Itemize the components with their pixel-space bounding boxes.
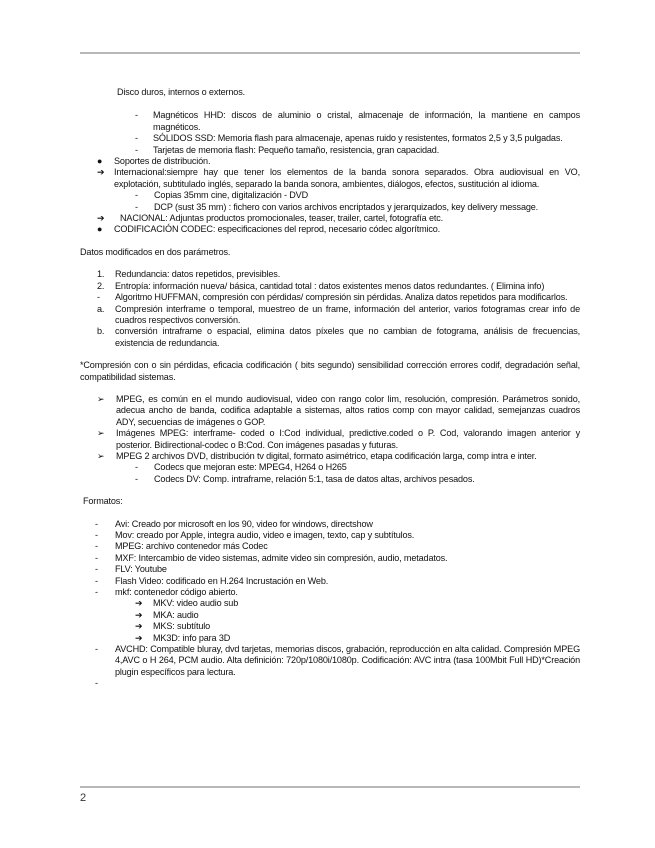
arrowhead-icon: ➢ bbox=[97, 393, 105, 404]
dash-marker: - bbox=[135, 133, 138, 144]
list-item bbox=[80, 462, 580, 473]
list-item-text: MKV: video audio sub bbox=[153, 598, 239, 609]
list-item-text: MPEG 2 archivos DVD, distribución tv digital, formato asimétrico, etapa codificación larga, comp intra e inter. bbox=[116, 450, 537, 461]
list-item-text: MK3D: info para 3D bbox=[153, 632, 231, 643]
list-item bbox=[80, 576, 580, 587]
list-item bbox=[80, 394, 580, 428]
footer-rule bbox=[80, 786, 580, 788]
dash-marker: - bbox=[95, 678, 98, 689]
list-item bbox=[80, 428, 580, 451]
arrow-right-icon: ➔ bbox=[97, 167, 105, 178]
list-item bbox=[80, 269, 580, 280]
list-marker: a. bbox=[97, 303, 105, 314]
list-item-text: Soportes de distribución. bbox=[114, 156, 211, 167]
list-item-text bbox=[115, 678, 580, 689]
list-item bbox=[80, 213, 580, 224]
list-item-text: Flash Video: codificado en H.264 Incrustación en Web. bbox=[115, 575, 329, 586]
list-item bbox=[80, 326, 580, 349]
list-item-text: SÓLIDOS SSD: Memoria flash para almacenaje, apenas ruido y resistentes, formatos 2,5 y 3,5 pulgadas. bbox=[153, 133, 563, 144]
list-item bbox=[80, 519, 580, 530]
list-item-text: DCP (sust 35 mm) : fichero con varios archivos encriptados y jerarquizados, key delivery message. bbox=[154, 201, 539, 212]
dash-marker: - bbox=[95, 518, 98, 529]
compression-note: *Compresión con o sin pérdidas, eficacia codificación ( bits segundo) sensibilidad corrección errores codif, degradación señal, compatibilidad sistemas. bbox=[80, 360, 580, 382]
list-item bbox=[80, 633, 580, 644]
list-item bbox=[80, 474, 580, 485]
dash-marker: - bbox=[95, 587, 98, 598]
list-item-text: Copias 35mm cine, digitalización - DVD bbox=[154, 190, 309, 201]
list-item bbox=[80, 202, 580, 213]
document-body bbox=[80, 87, 580, 690]
list-item-text: MKA: audio bbox=[153, 609, 199, 620]
list-item-text: Mov: creado por Apple, integra audio, video e imagen, texto, cap y subtítulos. bbox=[115, 530, 415, 540]
list-item bbox=[80, 190, 580, 201]
arrow-right-icon: ➔ bbox=[135, 598, 143, 609]
dash-marker: - bbox=[95, 575, 98, 586]
list-item-text: MPEG: archivo contenedor más Codec bbox=[115, 541, 268, 552]
arrow-right-icon: ➔ bbox=[97, 213, 105, 224]
list-item-text: Redundancia: datos repetidos, previsibles. bbox=[115, 269, 281, 280]
dash-marker: - bbox=[95, 541, 98, 552]
section-heading: Formatos: bbox=[83, 496, 123, 507]
list-item bbox=[80, 564, 580, 575]
list-item-text: FLV: Youtube bbox=[115, 564, 167, 575]
list-item-text: MXF: Intercambio de video sistemas, admite video sin compresión, audio, metadatos. bbox=[115, 552, 448, 563]
list-item bbox=[80, 133, 580, 144]
dash-marker: - bbox=[135, 110, 138, 121]
list-item bbox=[80, 304, 580, 327]
list-item-text: Magnéticos HHD: discos de aluminio o cristal, almacenaje de información, la mantiene en campos magnéticos. bbox=[153, 110, 580, 132]
list-item bbox=[80, 292, 580, 303]
bullet-icon: ● bbox=[97, 156, 103, 167]
list-item bbox=[80, 281, 580, 292]
list-item-text: Codecs que mejoran este: MPEG4, H264 o H265 bbox=[154, 462, 347, 473]
list-item-text: Codecs DV: Comp. intraframe, relación 5:1, tasa de datos altas, archivos pesados. bbox=[154, 473, 475, 484]
list-item-text: Imágenes MPEG: interframe- coded o I:Cod individual, predictive.coded o P. Cod, valorando imagen anterior y posterior. Bidirectional-codec o B:Cod. Con imágenes pasadas y futuras. bbox=[116, 428, 580, 450]
list-marker: 1. bbox=[97, 269, 105, 280]
list-item bbox=[80, 598, 580, 609]
list-marker: b. bbox=[97, 326, 105, 337]
list-marker: 2. bbox=[97, 280, 105, 291]
section-heading: Datos modificados en dos parámetros. bbox=[80, 246, 231, 257]
page-number: 2 bbox=[80, 792, 87, 804]
list-item bbox=[80, 678, 580, 689]
dash-marker: - bbox=[95, 564, 98, 575]
dash-marker: - bbox=[135, 473, 138, 484]
list-item bbox=[80, 167, 580, 190]
list-item-text: MPEG, es común en el mundo audiovisual, video con rango color lim, resolución, compresión. Parámetros sonido, adecua ancho de banda, codifica adaptable a sistemas, altos ratios comp con mayor calidad, semejanzas cuadros ADY, secuencias de imágenes o GOP. bbox=[116, 393, 580, 427]
list-item-text: Internacional:siempre hay que tener los elementos de la banda sonora separados. Obra audiovisual en VO, explotación, subtitulado inglés, separado la banda sonora, ambientes, diálogos, efectos, sustitución al idioma. bbox=[114, 167, 580, 189]
list-item bbox=[80, 553, 580, 564]
arrow-right-icon: ➔ bbox=[135, 609, 143, 620]
list-item-text: CODIFICACIÓN CODEC: especificaciones del reprod, necesario códec algorítmico. bbox=[114, 224, 441, 235]
arrowhead-icon: ➢ bbox=[97, 450, 105, 461]
arrowhead-icon: ➢ bbox=[97, 428, 105, 439]
list-item-text: AVCHD: Compatible bluray, dvd tarjetas, memorias discos, grabación, reproducción en alta calidad. Compresión MPEG 4,AVC o H 264, PCM audio. Alta definición: 720p/1080i/1080p. Codificación: AVC intra (tasa 100Mbit Full HD)*Creación plugin específicos para lectura. bbox=[115, 644, 580, 677]
list-item bbox=[80, 110, 580, 133]
list-marker: - bbox=[97, 292, 100, 303]
list-item bbox=[80, 541, 580, 552]
list-item bbox=[80, 451, 580, 462]
dash-marker: - bbox=[95, 552, 98, 563]
dash-marker: - bbox=[95, 530, 98, 540]
header-rule bbox=[80, 52, 580, 54]
list-item-text: Entropía: información nueva/ básica, cantidad total : datos existentes menos datos redundantes. ( Elimina info) bbox=[115, 280, 545, 291]
arrow-right-icon: ➔ bbox=[135, 621, 143, 632]
dash-marker: - bbox=[135, 462, 138, 473]
list-item-text: Avi: Creado por microsoft en los 90, video for windows, directshow bbox=[115, 518, 373, 529]
list-item-text: Algoritmo HUFFMAN, compresión con pérdidas/ compresión sin pérdidas. Analiza datos repetidos para modificarlos. bbox=[115, 292, 568, 303]
list-item bbox=[80, 610, 580, 621]
list-item-text: Compresión interframe o temporal, muestreo de un frame, información del anterior, varios fotogramas crear info de cuadros respectivos conversión. bbox=[115, 303, 580, 325]
arrow-right-icon: ➔ bbox=[135, 632, 143, 643]
list-item bbox=[80, 224, 580, 235]
list-item bbox=[80, 530, 580, 541]
list-item bbox=[80, 644, 580, 678]
dash-marker: - bbox=[135, 144, 138, 155]
bullet-icon: ● bbox=[97, 224, 103, 235]
list-item bbox=[80, 156, 580, 167]
list-item-text: Tarjetas de memoria flash: Pequeño tamaño, resistencia, gran capacidad. bbox=[153, 144, 440, 155]
list-item bbox=[80, 145, 580, 156]
list-item bbox=[80, 587, 580, 598]
dash-marker: - bbox=[135, 190, 138, 201]
list-item-text: MKS: subtítulo bbox=[153, 621, 211, 632]
list-item-text: mkf: contenedor código abierto. bbox=[115, 587, 238, 598]
list-item-text: conversión intraframe o espacial, elimina datos píxeles que no cambian de fotograma, análisis de frecuencias, existencia de redundancia. bbox=[115, 326, 580, 348]
intro-line: Disco duros, internos o externos. bbox=[117, 87, 245, 97]
dash-marker: - bbox=[135, 201, 138, 212]
list-item bbox=[80, 621, 580, 632]
list-item-text: NACIONAL: Adjuntas productos promocionales, teaser, trailer, cartel, fotografía etc. bbox=[120, 213, 444, 224]
dash-marker: - bbox=[95, 644, 98, 655]
